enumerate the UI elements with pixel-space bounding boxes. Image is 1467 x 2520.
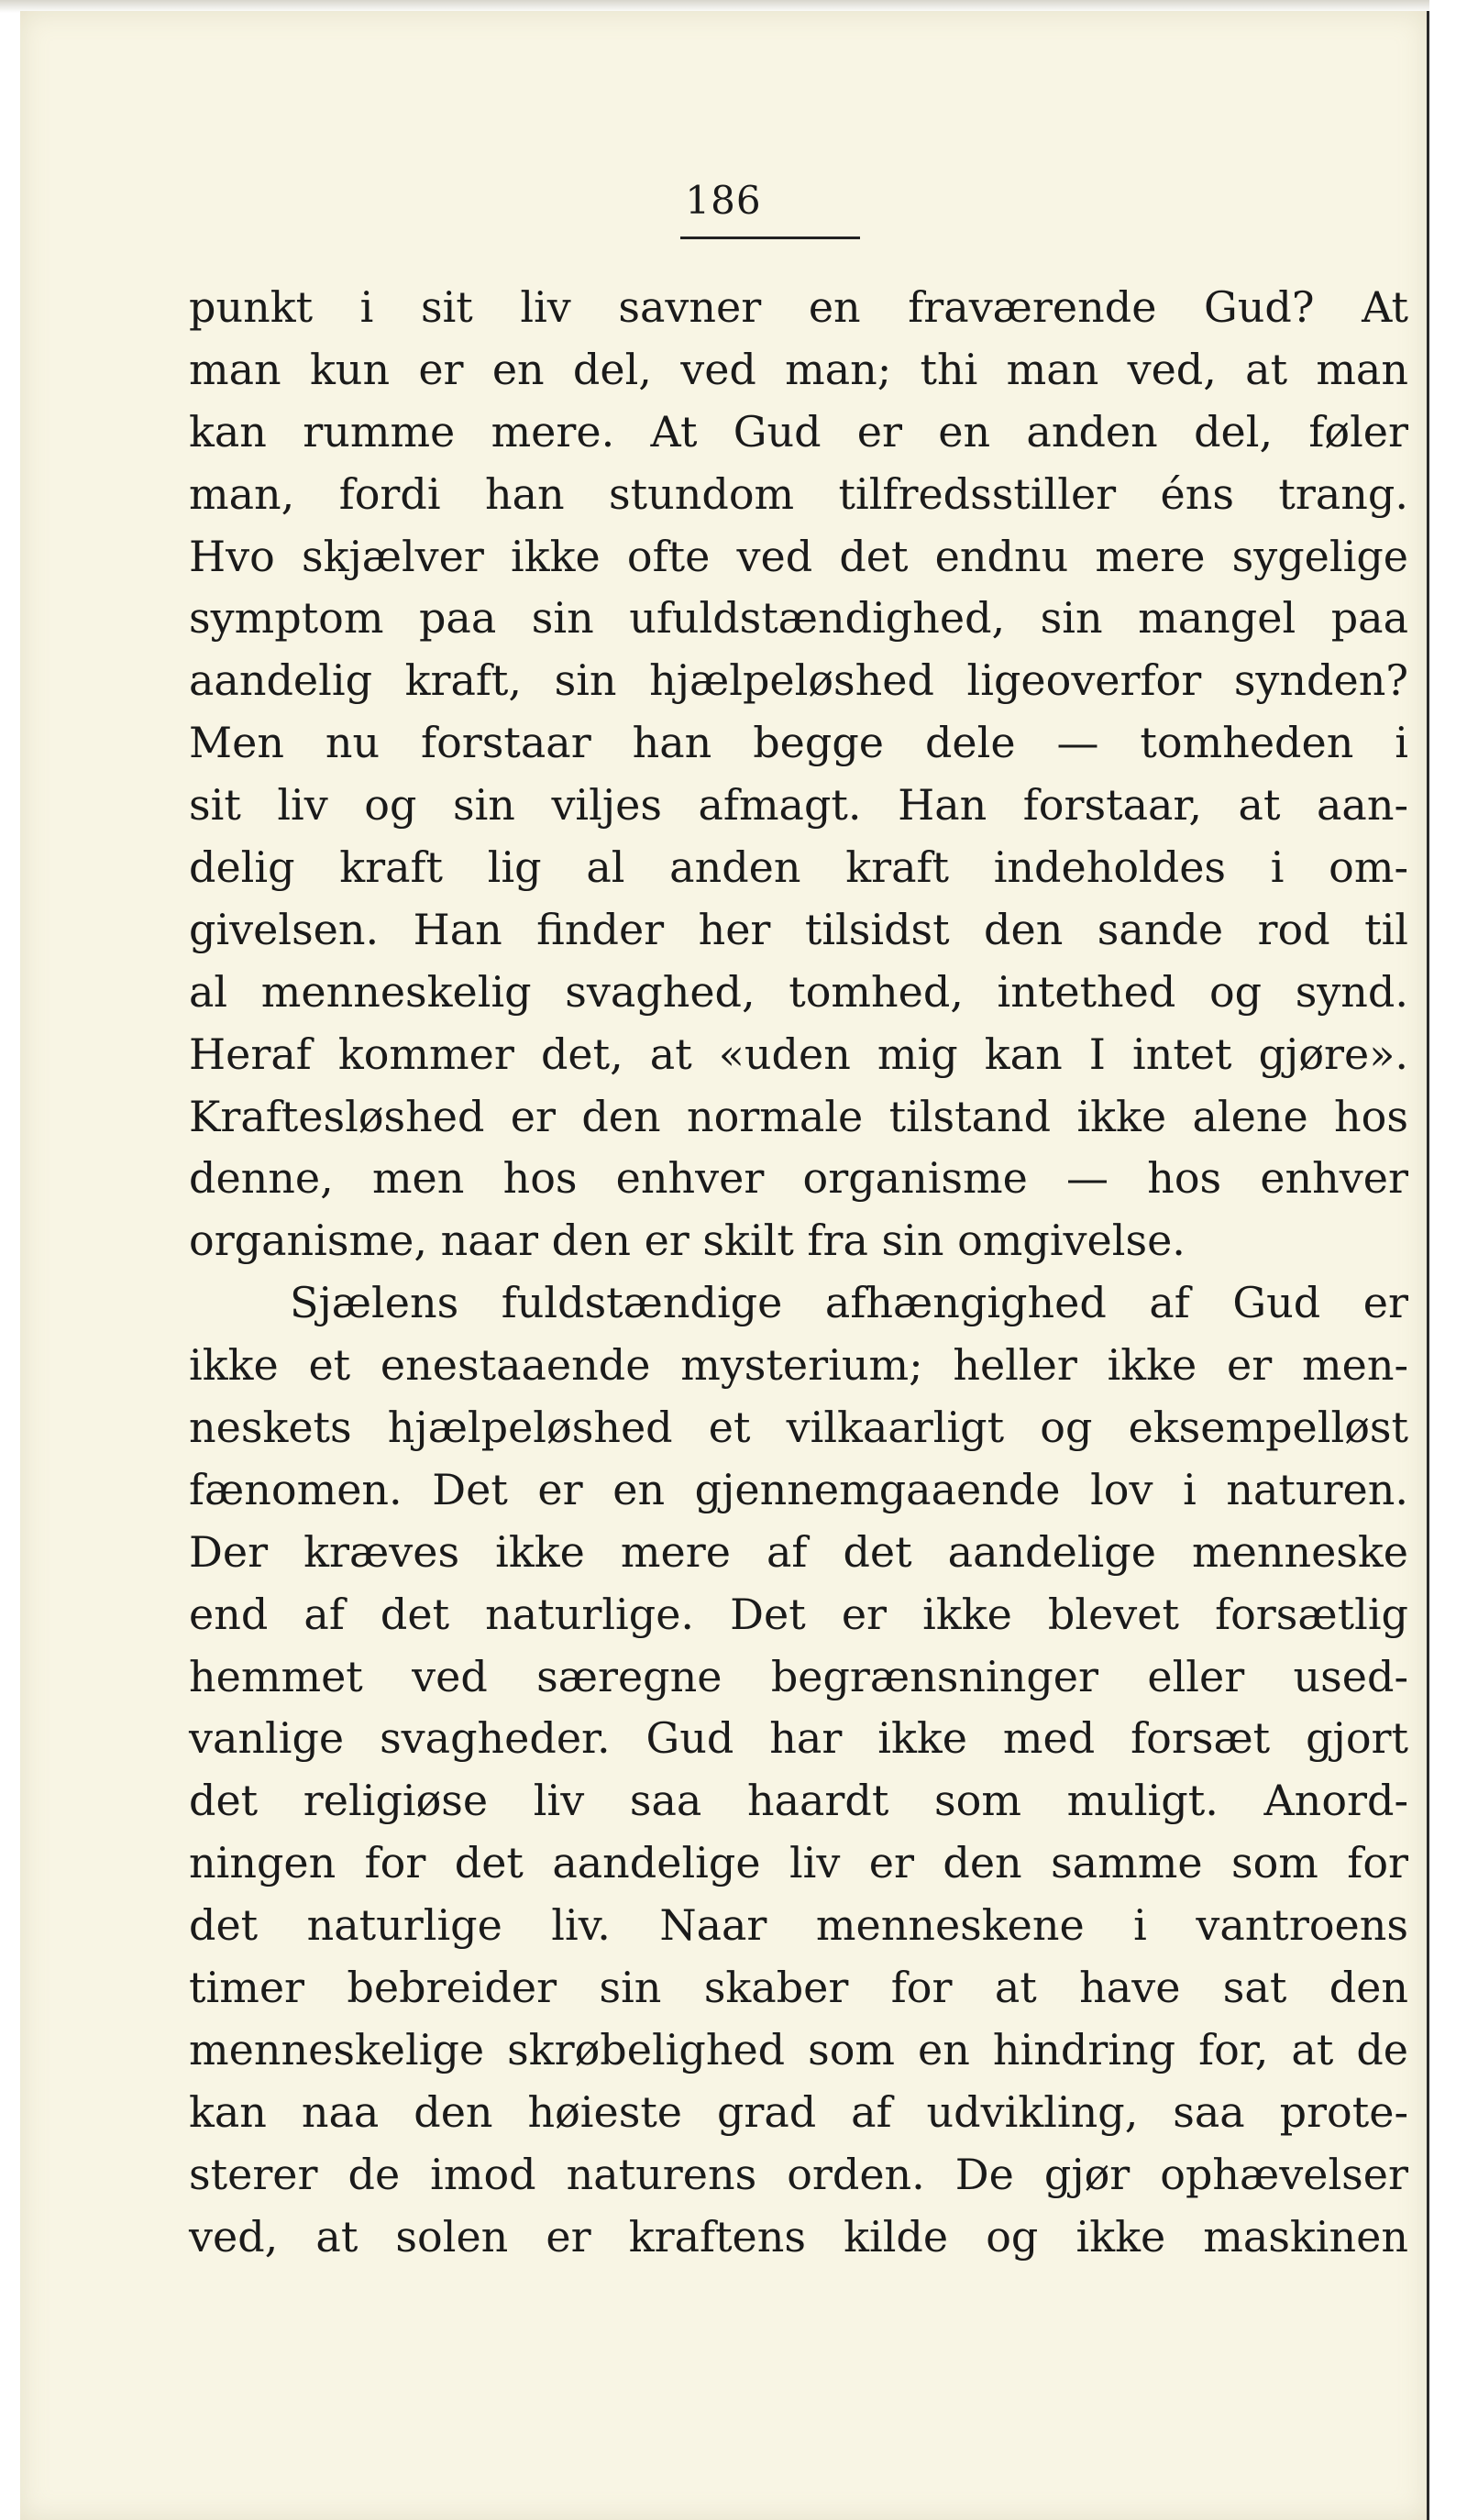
text-line: fænomen. Det er en gjennemgaaende lov i naturen. xyxy=(189,1464,1408,1514)
text-line: end af det naturlige. Det er ikke blevet forsætlig xyxy=(189,1589,1408,1639)
text-line: Heraf kommer det, at «uden mig kan I intet gjøre». xyxy=(189,1029,1408,1079)
text-line: Men nu forstaar han begge dele — tomheden i xyxy=(189,718,1408,768)
text-line: Kraftesløshed er den normale tilstand ikke alene hos xyxy=(189,1091,1408,1141)
text-line: vanlige svagheder. Gud har ikke med forsæt gjort xyxy=(189,1713,1408,1764)
text-line: kan naa den høieste grad af udvikling, saa prote- xyxy=(189,2086,1408,2137)
text-line: det naturlige liv. Naar menneskene i vantroens xyxy=(189,1900,1408,1951)
text-line: sit liv og sin viljes afmagt. Han forstaar, at aan- xyxy=(189,780,1408,831)
text-line: neskets hjælpeløshed et vilkaarligt og eksempelløst xyxy=(189,1403,1408,1453)
book-page xyxy=(20,11,1427,2520)
text-line: Hvo skjælver ikke ofte ved det endnu mere sygelige xyxy=(189,531,1408,581)
text-line: hemmet ved særegne begrænsninger eller used- xyxy=(189,1651,1408,1701)
paragraph-end-line: organisme, naar den er skilt fra sin omgivelse. xyxy=(189,1216,1186,1266)
text-line: delig kraft lig al anden kraft indeholdes i om- xyxy=(189,842,1408,893)
text-line: sterer de imod naturens orden. De gjør ophævelser xyxy=(189,2149,1408,2199)
text-line: menneskelige skrøbelighed som en hindring for, at de xyxy=(189,2024,1408,2074)
text-line: punkt i sit liv savner en fraværende Gud? At xyxy=(189,282,1408,332)
text-line: Der kræves ikke mere af det aandelige menneske xyxy=(189,1526,1408,1577)
text-line: timer bebreider sin skaber for at have sat den xyxy=(189,1963,1408,2013)
text-line: ningen for det aandelige liv er den samme som for xyxy=(189,1838,1408,1888)
text-line: al menneskelig svaghed, tomhed, intethed og synd. xyxy=(189,966,1408,1017)
text-line: kan rumme mere. At Gud er en anden del, føler xyxy=(189,406,1408,457)
text-line: denne, men hos enhver organisme — hos enhver xyxy=(189,1153,1408,1204)
text-line: ikke et enestaaende mysterium; heller ikke er men- xyxy=(189,1340,1408,1391)
text-line: ved, at solen er kraftens kilde og ikke maskinen xyxy=(189,2211,1408,2261)
page-number-rule xyxy=(680,237,860,239)
text-line: man kun er en del, ved man; thi man ved, at man xyxy=(189,344,1408,394)
text-line: symptom paa sin ufuldstændighed, sin mangel paa xyxy=(189,593,1408,644)
text-line: man, fordi han stundom tilfredsstiller éns trang. xyxy=(189,468,1408,519)
text-line: aandelig kraft, sin hjælpeløshed ligeoverfor synden? xyxy=(189,655,1408,706)
scan-right-margin xyxy=(1429,0,1467,2520)
body-text xyxy=(189,277,1408,2269)
text-line: givelsen. Han finder her tilsidst den sande rod til xyxy=(189,904,1408,954)
text-line: det religiøse liv saa haardt som muligt. Anord- xyxy=(189,1776,1408,1826)
page-number: 186 xyxy=(685,178,762,223)
paragraph-start-line: Sjælens fuldstændige afhængighed af Gud er xyxy=(290,1278,1408,1328)
